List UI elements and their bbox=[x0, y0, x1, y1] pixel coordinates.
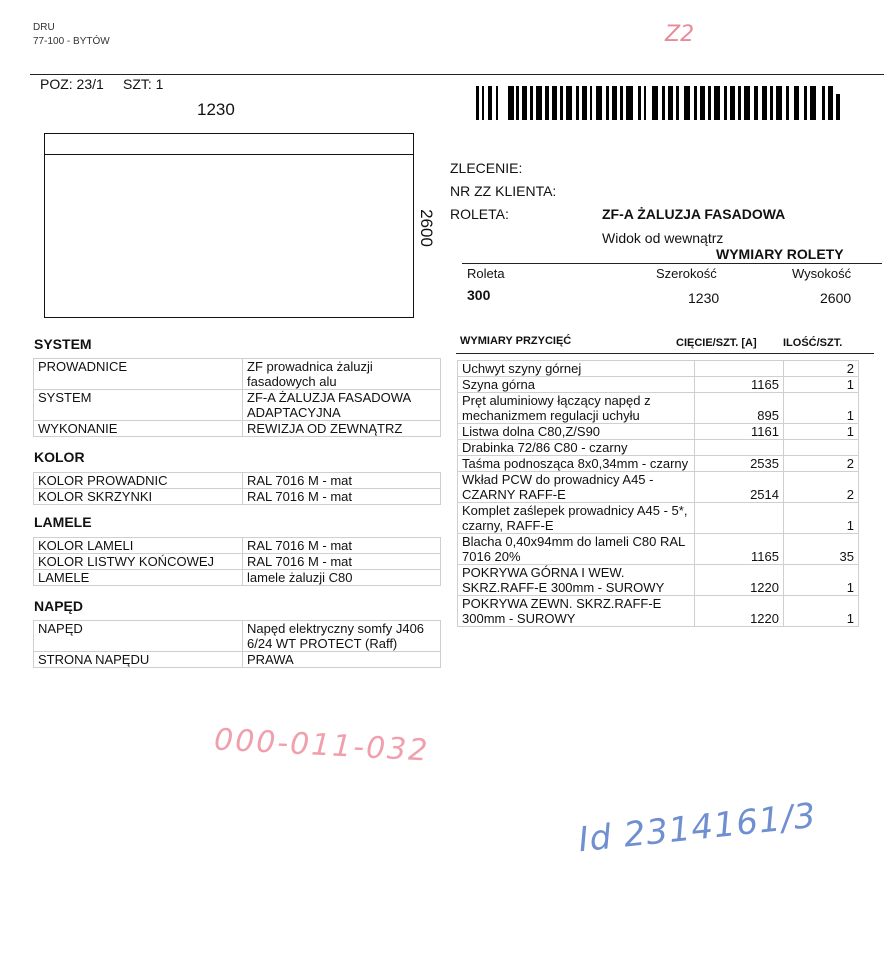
spec-label: NAPĘD bbox=[34, 621, 243, 652]
spec-label: STRONA NAPĘDU bbox=[34, 652, 243, 668]
dims-col-roleta: Roleta bbox=[467, 266, 505, 281]
spec-row bbox=[34, 489, 441, 505]
cut-length: 1161 bbox=[695, 424, 784, 440]
cuts-divider bbox=[456, 353, 874, 354]
cut-name: POKRYWA GÓRNA I WEW. SKRZ.RAFF-E 300mm - SUROWY bbox=[458, 565, 695, 596]
handwritten-top-note: Z2 bbox=[665, 22, 695, 47]
cut-qty: 2 bbox=[784, 472, 859, 503]
spec-row bbox=[34, 652, 441, 668]
company-name: DRU bbox=[33, 22, 55, 33]
dims-val-width: 1230 bbox=[688, 290, 720, 306]
section-kolor-title: KOLOR bbox=[34, 449, 85, 465]
spec-row bbox=[34, 538, 441, 554]
spec-row bbox=[34, 473, 441, 489]
spec-value: PRAWA bbox=[243, 652, 441, 668]
cut-name: Drabinka 72/86 C80 - czarny bbox=[458, 440, 695, 456]
dims-val-roleta: 300 bbox=[467, 287, 491, 303]
blind-drawing bbox=[44, 133, 414, 318]
spec-label: WYKONANIE bbox=[34, 421, 243, 437]
section-lamele-title: LAMELE bbox=[34, 514, 92, 530]
zlecenie-label: ZLECENIE: bbox=[450, 160, 523, 176]
spec-label: LAMELE bbox=[34, 570, 243, 586]
cut-qty: 1 bbox=[784, 424, 859, 440]
cut-name: Taśma podnosząca 8x0,34mm - czarny bbox=[458, 456, 695, 472]
roleta-label: ROLETA: bbox=[450, 206, 509, 222]
cut-qty: 1 bbox=[784, 596, 859, 627]
cut-length bbox=[695, 503, 784, 534]
cut-length: 1220 bbox=[695, 596, 784, 627]
cut-name: Komplet zaślepek prowadnicy A45 - 5*, czarny, RAFF-E bbox=[458, 503, 695, 534]
cut-qty: 1 bbox=[784, 503, 859, 534]
company-address: 77-100 - BYTÓW bbox=[33, 36, 110, 47]
dims-divider bbox=[462, 263, 882, 264]
table-row bbox=[458, 565, 859, 596]
spec-row bbox=[34, 554, 441, 570]
spec-row bbox=[34, 390, 441, 421]
handwritten-number: 000-011-032 bbox=[213, 722, 431, 769]
cut-qty: 35 bbox=[784, 534, 859, 565]
spec-value: REWIZJA OD ZEWNĄTRZ bbox=[243, 421, 441, 437]
spec-value: RAL 7016 M - mat bbox=[243, 538, 441, 554]
spec-value: RAL 7016 M - mat bbox=[243, 554, 441, 570]
cut-name: POKRYWA ZEWN. SKRZ.RAFF-E 300mm - SUROWY bbox=[458, 596, 695, 627]
table-row bbox=[458, 456, 859, 472]
cuts-col-qty: ILOŚĆ/SZT. bbox=[783, 337, 843, 349]
handwritten-id: Id 2314161/3 bbox=[576, 795, 819, 861]
lamele-table bbox=[33, 537, 441, 586]
dims-val-height: 2600 bbox=[820, 290, 852, 306]
cut-name: Wkład PCW do prowadnicy A45 - CZARNY RAFF-E bbox=[458, 472, 695, 503]
barcode bbox=[476, 86, 844, 120]
cut-qty: 1 bbox=[784, 565, 859, 596]
cut-name: Listwa dolna C80,Z/S90 bbox=[458, 424, 695, 440]
spec-label: KOLOR LISTWY KOŃCOWEJ bbox=[34, 554, 243, 570]
cut-length: 1220 bbox=[695, 565, 784, 596]
spec-row bbox=[34, 570, 441, 586]
system-table bbox=[33, 358, 441, 437]
cut-length bbox=[695, 440, 784, 456]
section-system-title: SYSTEM bbox=[34, 336, 92, 352]
cut-length: 2514 bbox=[695, 472, 784, 503]
spec-value: RAL 7016 M - mat bbox=[243, 489, 441, 505]
table-row bbox=[458, 393, 859, 424]
dims-title: WYMIARY ROLETY bbox=[716, 246, 844, 262]
cut-name: Uchwyt szyny górnej bbox=[458, 361, 695, 377]
spec-label: PROWADNICE bbox=[34, 359, 243, 390]
table-row bbox=[458, 596, 859, 627]
spec-value: ZF-A ŻALUZJA FASADOWA ADAPTACYJNA bbox=[243, 390, 441, 421]
roleta-value: ZF-A ŻALUZJA FASADOWA bbox=[602, 206, 786, 222]
position-label: POZ: 23/1 bbox=[40, 76, 104, 92]
table-row bbox=[458, 361, 859, 377]
cuts-col-cut: CIĘCIE/SZT. [A] bbox=[676, 337, 757, 349]
client-order-label: NR ZZ KLIENTA: bbox=[450, 183, 557, 199]
kolor-table bbox=[33, 472, 441, 505]
spec-value: Napęd elektryczny somfy J406 6/24 WT PROTECT (Raff) bbox=[243, 621, 441, 652]
dims-col-height: Wysokość bbox=[792, 266, 852, 281]
spec-value: RAL 7016 M - mat bbox=[243, 473, 441, 489]
header-divider bbox=[30, 74, 884, 75]
spec-label: KOLOR PROWADNIC bbox=[34, 473, 243, 489]
cut-length bbox=[695, 361, 784, 377]
table-row bbox=[458, 472, 859, 503]
cut-qty bbox=[784, 440, 859, 456]
drawing-box-line bbox=[45, 154, 413, 155]
cut-length: 2535 bbox=[695, 456, 784, 472]
cuts-title: WYMIARY PRZYCIĘĆ bbox=[460, 335, 572, 347]
dims-col-width: Szerokość bbox=[656, 266, 717, 281]
naped-table bbox=[33, 620, 441, 668]
table-row bbox=[458, 534, 859, 565]
drawing-height-label: 2600 bbox=[416, 209, 436, 247]
section-naped-title: NAPĘD bbox=[34, 598, 84, 614]
drawing-width-label: 1230 bbox=[197, 100, 235, 119]
quantity-label: SZT: 1 bbox=[123, 76, 164, 92]
table-row bbox=[458, 377, 859, 393]
spec-row bbox=[34, 359, 441, 390]
cuts-table bbox=[457, 360, 859, 627]
spec-value: ZF prowadnica żaluzji fasadowych alu bbox=[243, 359, 441, 390]
cut-qty: 1 bbox=[784, 377, 859, 393]
spec-row bbox=[34, 421, 441, 437]
cut-name: Blacha 0,40x94mm do lameli C80 RAL 7016 20% bbox=[458, 534, 695, 565]
cut-length: 1165 bbox=[695, 534, 784, 565]
spec-label: SYSTEM bbox=[34, 390, 243, 421]
cut-qty: 1 bbox=[784, 393, 859, 424]
cut-qty: 2 bbox=[784, 361, 859, 377]
cut-qty: 2 bbox=[784, 456, 859, 472]
spec-value: lamele żaluzji C80 bbox=[243, 570, 441, 586]
view-note: Widok od wewnątrz bbox=[602, 230, 724, 246]
table-row bbox=[458, 424, 859, 440]
spec-row bbox=[34, 621, 441, 652]
cut-length: 895 bbox=[695, 393, 784, 424]
table-row bbox=[458, 440, 859, 456]
cut-name: Pręt aluminiowy łączący napęd z mechanizmem regulacji uchyłu bbox=[458, 393, 695, 424]
table-row bbox=[458, 503, 859, 534]
cut-length: 1165 bbox=[695, 377, 784, 393]
spec-label: KOLOR LAMELI bbox=[34, 538, 243, 554]
spec-label: KOLOR SKRZYNKI bbox=[34, 489, 243, 505]
cut-name: Szyna górna bbox=[458, 377, 695, 393]
